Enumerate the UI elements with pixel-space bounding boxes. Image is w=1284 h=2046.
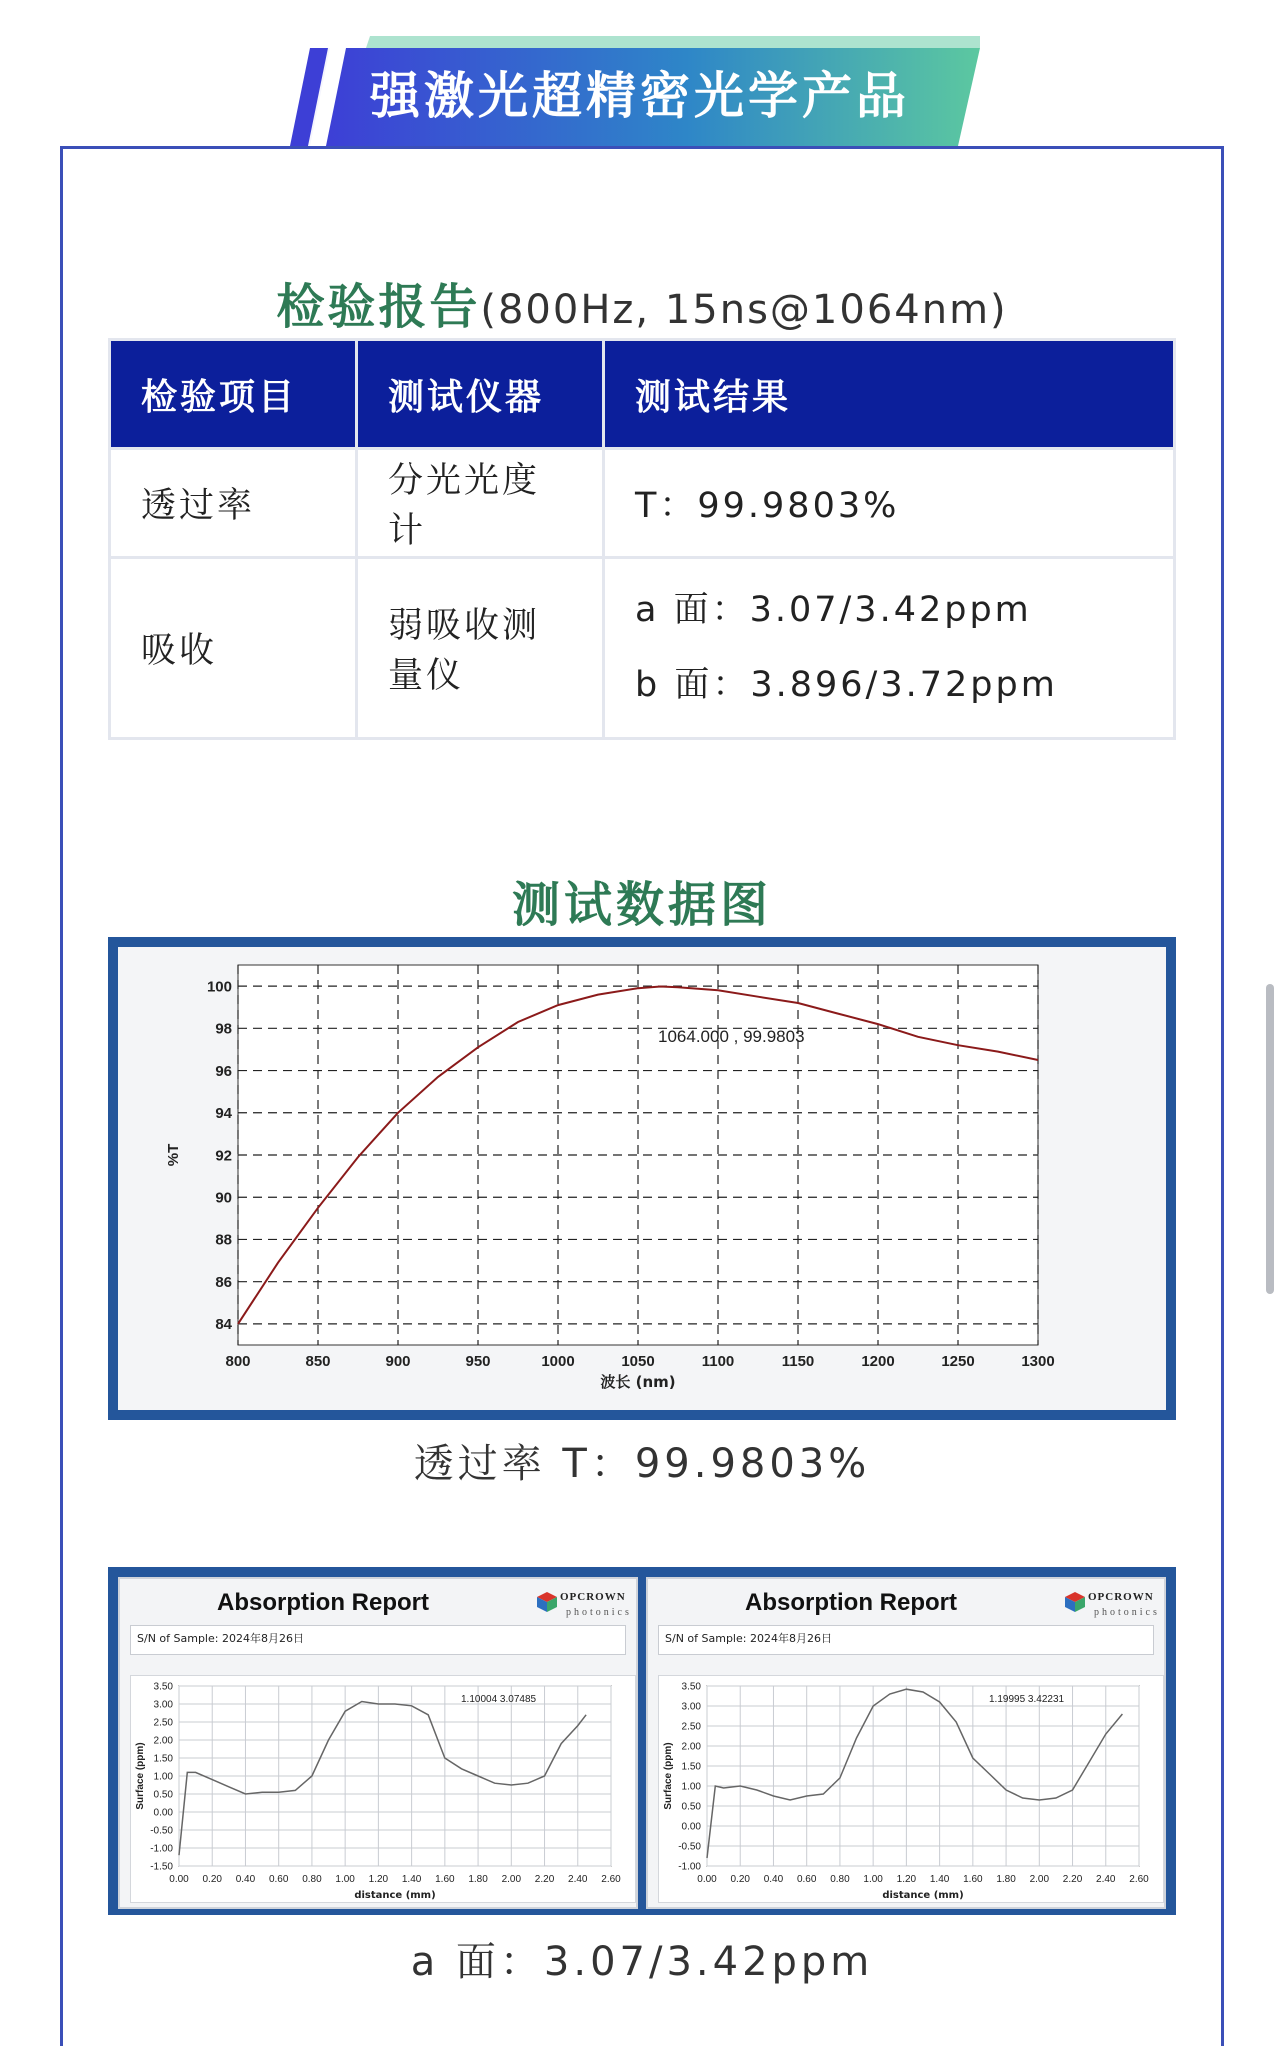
x-tick-label: 1.40	[401, 1874, 422, 1885]
x-tick-label: 0.60	[796, 1874, 817, 1885]
x-tick-label: 0.20	[730, 1874, 750, 1885]
absorption-chart-a	[130, 1675, 636, 1903]
table-row	[110, 558, 1175, 739]
sample-sn-field: S/N of Sample: 2024年8月26日	[130, 1625, 626, 1655]
result-line-b: b 面：3.896/3.72ppm	[635, 665, 1058, 705]
x-tick-label: 1200	[861, 1353, 895, 1370]
x-tick-label: 1150	[781, 1353, 815, 1370]
y-tick-label: 0.00	[681, 1821, 701, 1833]
peak-annotation: 1.19995 3.42231	[989, 1694, 1065, 1705]
x-tick-label: 1.60	[963, 1874, 983, 1885]
y-tick-label: 100	[206, 978, 232, 996]
x-tick-label: 2.60	[601, 1874, 621, 1885]
peak-annotation: 1.10004 3.07485	[461, 1694, 537, 1705]
y-tick-label: 88	[215, 1231, 232, 1249]
header-instrument: 测试仪器	[357, 340, 604, 449]
x-tick-label: 1.80	[468, 1874, 488, 1885]
x-tick-label: 1.60	[435, 1874, 455, 1885]
cell-instrument: 弱吸收测量仪	[357, 558, 604, 739]
banner-title: 强激光超精密光学产品	[370, 67, 910, 125]
y-tick-label: 3.00	[681, 1701, 701, 1713]
y-tick-label: -1.00	[678, 1861, 701, 1873]
absorption-reports-frame	[108, 1567, 1176, 1915]
x-tick-label: 2.00	[501, 1874, 522, 1885]
y-axis-label: %T	[165, 1143, 182, 1167]
header-item: 检验项目	[110, 340, 357, 449]
cell-item: 吸收	[110, 558, 357, 739]
cell-result	[604, 558, 1175, 739]
inspection-table	[108, 338, 1176, 740]
transmission-chart-frame	[108, 937, 1176, 1420]
y-tick-label: 3.50	[153, 1681, 173, 1693]
x-tick-label: 1050	[621, 1353, 655, 1370]
cell-result: T：99.9803%	[604, 449, 1175, 558]
x-tick-label: 1.80	[996, 1874, 1016, 1885]
data-section-title: 测试数据图	[511, 877, 772, 933]
x-axis-label: distance (mm)	[882, 1890, 964, 1901]
y-tick-label: 86	[215, 1273, 232, 1291]
report-heading	[60, 268, 1224, 337]
peak-annotation: 1064.000 , 99.9803	[658, 1027, 805, 1046]
x-tick-label: 1.20	[368, 1874, 389, 1885]
y-tick-label: 0.00	[153, 1807, 173, 1819]
x-axis-label: distance (mm)	[354, 1890, 436, 1901]
x-tick-label: 900	[385, 1353, 411, 1370]
cell-item: 透过率	[110, 449, 357, 558]
absorption-caption: a 面：3.07/3.42ppm	[410, 1939, 874, 1985]
y-tick-label: 3.50	[681, 1681, 701, 1693]
y-tick-label: 2.00	[153, 1735, 173, 1747]
report-subtitle: (800Hz, 15ns@1064nm)	[480, 287, 1008, 333]
page-scrollbar[interactable]	[1266, 984, 1274, 1294]
y-tick-label: 96	[215, 1062, 232, 1080]
logo-text: OPCROWN	[560, 1591, 626, 1603]
y-tick-label: 84	[215, 1316, 232, 1334]
logo-subtext: photonics	[566, 1607, 632, 1618]
absorption-panel-a	[118, 1577, 638, 1909]
x-tick-label: 1300	[1021, 1353, 1055, 1370]
y-tick-label: -0.50	[678, 1841, 701, 1853]
x-tick-label: 1.00	[863, 1874, 883, 1885]
result-line-a: a 面：3.07/3.42ppm	[635, 590, 1032, 630]
x-tick-label: 1100	[701, 1353, 735, 1370]
logo-text: OPCROWN	[1088, 1591, 1154, 1603]
y-tick-label: 3.00	[153, 1699, 173, 1711]
x-tick-label: 0.00	[697, 1874, 717, 1885]
y-tick-label: 2.00	[681, 1741, 701, 1753]
x-tick-label: 950	[465, 1353, 491, 1370]
y-tick-label: 2.50	[681, 1721, 701, 1733]
absorption-panel-b	[646, 1577, 1166, 1909]
y-tick-label: -1.50	[150, 1861, 173, 1873]
x-tick-label: 800	[225, 1353, 251, 1370]
table-row	[110, 449, 1175, 558]
x-tick-label: 1.40	[929, 1874, 950, 1885]
x-tick-label: 2.40	[568, 1874, 588, 1885]
y-tick-label: -1.00	[150, 1843, 173, 1855]
table-header-row	[110, 340, 1175, 449]
x-tick-label: 2.00	[1029, 1874, 1050, 1885]
x-tick-label: 0.80	[830, 1874, 850, 1885]
y-tick-label: 1.50	[153, 1753, 173, 1765]
absorption-report-title: Absorption Report	[217, 1589, 429, 1616]
cube-icon	[1064, 1591, 1086, 1613]
x-tick-label: 2.60	[1129, 1874, 1149, 1885]
x-tick-label: 0.40	[763, 1874, 784, 1885]
y-tick-label: 2.50	[153, 1717, 173, 1729]
transmission-chart	[118, 947, 1166, 1410]
x-tick-label: 0.20	[202, 1874, 222, 1885]
x-tick-label: 0.00	[169, 1874, 189, 1885]
x-tick-label: 0.80	[302, 1874, 322, 1885]
x-tick-label: 2.40	[1096, 1874, 1116, 1885]
y-axis-label: Surface (ppm)	[135, 1742, 146, 1810]
y-tick-label: 0.50	[681, 1801, 701, 1813]
x-tick-label: 0.60	[268, 1874, 289, 1885]
cube-icon	[536, 1591, 558, 1613]
y-tick-label: 94	[215, 1105, 232, 1123]
y-tick-label: 1.50	[681, 1761, 701, 1773]
y-tick-label: 1.00	[153, 1771, 173, 1783]
header-result: 测试结果	[604, 340, 1175, 449]
y-axis-label: Surface (ppm)	[663, 1742, 674, 1810]
opcrown-logo	[532, 1587, 632, 1621]
x-tick-label: 1.00	[335, 1874, 355, 1885]
report-title: 检验报告	[276, 279, 481, 335]
opcrown-logo	[1060, 1587, 1160, 1621]
y-tick-label: 92	[215, 1147, 232, 1165]
x-tick-label: 1000	[541, 1353, 575, 1370]
cell-instrument: 分光光度计	[357, 449, 604, 558]
absorption-report-title: Absorption Report	[745, 1589, 957, 1616]
y-tick-label: 1.00	[681, 1781, 701, 1793]
y-tick-label: -0.50	[150, 1825, 173, 1837]
y-tick-label: 98	[215, 1020, 232, 1038]
plot-area	[707, 1686, 1139, 1866]
x-axis-label: 波长 (nm)	[600, 1373, 676, 1391]
x-tick-label: 0.40	[235, 1874, 256, 1885]
x-tick-label: 2.20	[534, 1874, 555, 1885]
x-tick-label: 850	[305, 1353, 331, 1370]
x-tick-label: 1250	[941, 1353, 975, 1370]
absorption-chart-b	[658, 1675, 1164, 1903]
sample-sn-field: S/N of Sample: 2024年8月26日	[658, 1625, 1154, 1655]
y-tick-label: 90	[215, 1189, 232, 1207]
transmission-caption: 透过率 T：99.9803%	[413, 1441, 871, 1487]
x-tick-label: 2.20	[1062, 1874, 1083, 1885]
x-tick-label: 1.20	[896, 1874, 917, 1885]
logo-subtext: photonics	[1094, 1607, 1160, 1618]
y-tick-label: 0.50	[153, 1789, 173, 1801]
